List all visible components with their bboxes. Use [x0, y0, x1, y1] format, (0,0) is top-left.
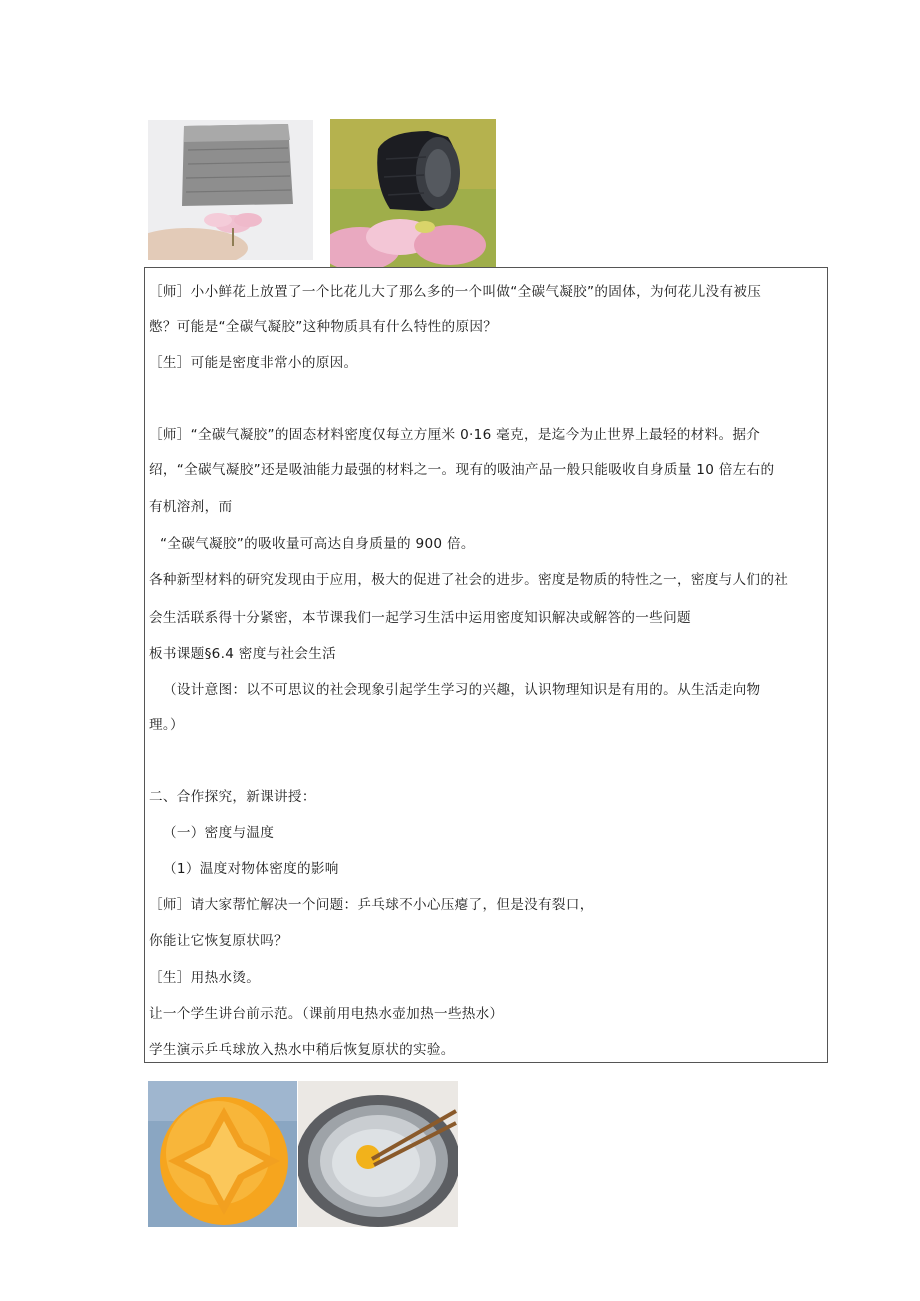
- text-line: 理。）: [149, 717, 184, 733]
- section-heading: 二、合作探究，新课讲授：: [149, 789, 316, 805]
- photo-dented-ping-pong-ball: [148, 1081, 297, 1227]
- text-line: 各种新型材料的研究发现由于应用，极大的促进了社会的进步。密度是物质的特性之一，密度与人们的社: [149, 572, 789, 588]
- text-line: 你能让它恢复原状吗？: [149, 933, 288, 949]
- subsection-heading: （1）温度对物体密度的影响: [163, 861, 339, 877]
- text-line: 学生演示乒乓球放入热水中稍后恢复原状的实验。: [149, 1042, 455, 1058]
- photo-aerogel-on-flower-black: [330, 119, 496, 267]
- text-line: 绍，“全碳气凝胶”还是吸油能力最强的材料之一。现有的吸油产品一般只能吸收自身质量 10 倍左右的: [149, 462, 775, 478]
- text-line: （设计意图：以不可思议的社会现象引起学生学习的兴趣，认识物理知识是有用的。从生活走向物: [163, 682, 761, 698]
- lesson-title: 板书课题§6.4 密度与社会生活: [149, 646, 337, 662]
- text-line: ［生］用热水烫。: [149, 970, 261, 986]
- text-line: 会生活联系得十分紧密，本节课我们一起学习生活中运用密度知识解决或解答的一些问题: [149, 610, 691, 626]
- text-line: ［师］“全碳气凝胶”的固态材料密度仅每立方厘米 0·16 毫克，是迄今为止世界上最轻的材料。据介: [149, 427, 761, 443]
- subsection-heading: （一）密度与温度: [163, 825, 275, 841]
- photo-ping-pong-ball-in-hot-water: [298, 1081, 458, 1227]
- text-line: ［师］小小鲜花上放置了一个比花儿大了那么多的一个叫做“全碳气凝胶”的固体，为何花儿没有被压: [149, 284, 762, 300]
- text-line: 有机溶剂，而: [149, 499, 233, 515]
- photo-aerogel-on-flower-gray: [148, 120, 313, 260]
- text-line: “全碳气凝胶”的吸收量可高达自身质量的 900 倍。: [160, 536, 475, 552]
- text-line: ［生］可能是密度非常小的原因。: [149, 355, 358, 371]
- text-line: 让一个学生讲台前示范。（课前用电热水壶加热一些热水）: [149, 1006, 504, 1022]
- text-line: ［师］请大家帮忙解决一个问题：乒乓球不小心压瘪了，但是没有裂口，: [149, 897, 594, 913]
- text-line: 憋？可能是“全碳气凝胶”这种物质具有什么特性的原因？: [149, 319, 498, 335]
